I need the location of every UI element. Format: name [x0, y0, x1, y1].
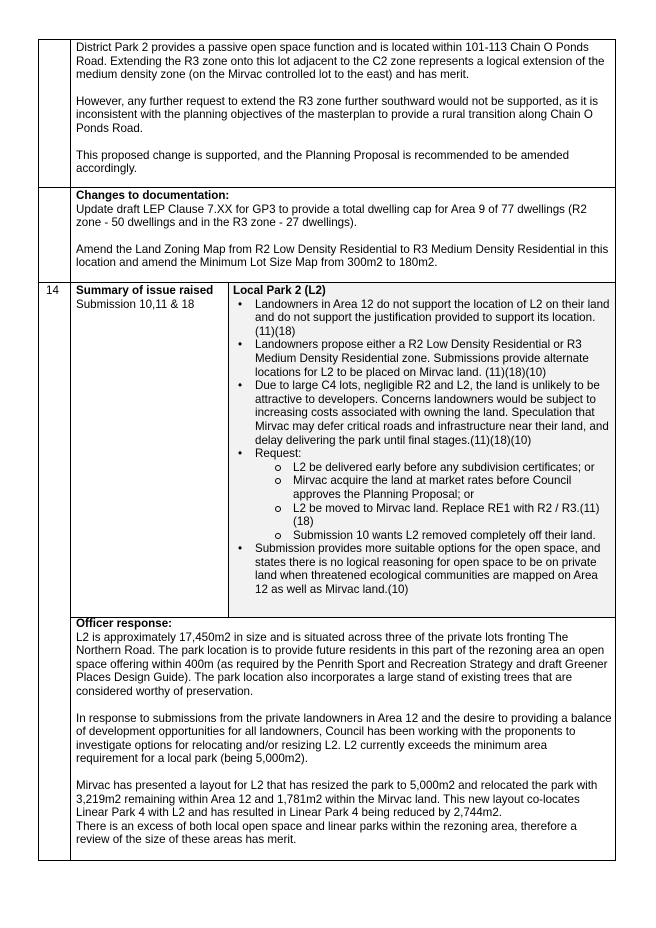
issue-bullet: • Due to large C4 lots, negligible R2 and L2, the land is unlikely to be attractive to developers. Concerns landowners would be subject to increasing costs associated with owning the land. Speculation that Mirvac may defer critical roads and infrastructure near their land, and delay delivering the park until final stages.(11)(18)(10) — [233, 379, 611, 447]
request-label: Request: — [255, 447, 302, 461]
row-border — [38, 187, 616, 188]
changes-heading: Changes to documentation: — [76, 189, 230, 202]
request-sub-bullet: Mirvac acquire the land at market rates before Council approves the Planning Proposal; or — [233, 474, 611, 501]
issue-bullet-list — [233, 542, 611, 596]
summary-heading: Summary of issue raised — [76, 284, 214, 297]
paragraph: Mirvac has presented a layout for L2 that has resized the park to 5,000m2 and relocated the park with 3,219m2 remaining within Area 12 and 1,781m2 within the Mirvac land. This new layout co-locates Linear Park 4 with L2 and has resulted in Linear Park 4 being reduced by 2,744m2. — [76, 778, 598, 820]
row-number-cell — [46, 284, 70, 298]
issue-bullet — [233, 447, 611, 461]
request-sub-bullet: L2 be moved to Mirvac land. Replace RE1 with R2 / R3.(11)(18) — [233, 502, 611, 529]
paragraph: L2 is approximately 17,450m2 in size and is situated across three of the private lots fronting The Northern Road. The park location is to provide future residents in this part of the rezoning area an open space offering within 400m (as required by the Penrith Sport and Recreation Strategy and draft Greener Places Design Guide). The park location also incorporates a large stand of existing trees that are considered worthy of preservation. — [76, 630, 608, 698]
paragraph: This proposed change is supported, and the Planning Proposal is recommended to be amended accordingly. — [76, 148, 570, 176]
request-sub-list — [233, 461, 611, 543]
request-sub-bullet: L2 be delivered early before any subdivision certificates; or — [233, 461, 611, 475]
district-park-cell — [76, 41, 612, 176]
submission-refs: Submission 10,11 & 18 — [76, 297, 195, 311]
row-border-top — [38, 39, 616, 40]
summary-cell — [76, 284, 226, 311]
officer-response-cell — [76, 617, 612, 847]
column-border-right — [615, 39, 616, 861]
issue-bullet-list — [233, 298, 611, 461]
changes-cell — [76, 189, 612, 270]
issue-bullet: • Landowners propose either a R2 Low Density Residential or R3 Medium Density Residential zone. Submissions provide alternate locations for L2 to be placed on Mirvac land. (11)(18)(10) — [233, 338, 611, 379]
row-number: 14 — [46, 284, 59, 297]
column-border-left — [38, 39, 39, 861]
issue-bullet: • Submission provides more suitable options for the open space, and states there is no logical reasoning for open space to be on private land when threatened ecological communities are mapped on Area 12 as well as Mirvac land.(10) — [233, 542, 611, 596]
paragraph: Amend the Land Zoning Map from R2 Low Density Residential to R3 Medium Density Residential in this location and amend the Minimum Lot Size Map from 300m2 to 180m2. — [76, 242, 609, 270]
column-border — [70, 39, 71, 861]
paragraph: There is an excess of both local open space and linear parks within the rezoning area, therefore a review of the size of these areas has merit. — [76, 819, 577, 847]
issue-detail-cell — [229, 283, 615, 617]
request-sub-bullet: Submission 10 wants L2 removed completely off their land. — [233, 529, 611, 543]
issue-bullet: • Landowners in Area 12 do not support the location of L2 on their land and do not support the justification provided to support its location. (11)(18) — [233, 298, 611, 339]
paragraph: Update draft LEP Clause 7.XX for GP3 to provide a total dwelling cap for Area 9 of 77 dwellings (R2 zone - 50 dwellings and in the R3 zone - 27 dwellings). — [76, 202, 587, 230]
issue-topic: Local Park 2 (L2) — [233, 284, 326, 297]
submissions-table — [38, 39, 616, 861]
paragraph: However, any further request to extend the R3 zone further southward would not be supported, as it is inconsistent with the planning objectives of the masterplan to provide a rural transition along Chain O Ponds Road. — [76, 94, 599, 135]
officer-heading: Officer response: — [76, 617, 172, 630]
paragraph: In response to submissions from the private landowners in Area 12 and the desire to providing a balance of development opportunities for all landowners, Council has been working with the proponents to investigate options for relocating and/or resizing L2. L2 currently exceeds the minimum area requirement for a local park (being 5,000m2). — [76, 711, 612, 766]
row-border-bottom — [38, 860, 616, 861]
paragraph: District Park 2 provides a passive open space function and is located within 101-113 Chain O Ponds Road. Extending the R3 zone onto this lot adjacent to the C2 zone represents a logical extension of the medium density zone (on the Mirvac controlled lot to the east) and has merit. — [76, 41, 605, 82]
